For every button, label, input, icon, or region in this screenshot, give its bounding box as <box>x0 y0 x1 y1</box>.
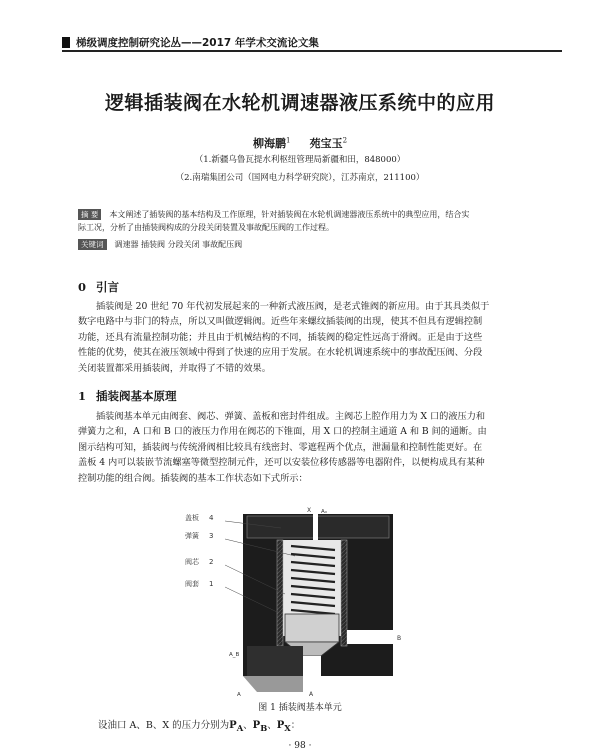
header-rule <box>62 50 562 52</box>
port-ax-label: Aₓ <box>321 509 328 515</box>
formula-prefix: 设油口 A、B、X 的压力分别为 <box>98 720 230 731</box>
pressure-px: $P_X$ <box>276 720 291 733</box>
keywords-text: 调速器 插装阀 分段关闭 事故配压阀 <box>114 240 243 249</box>
lower-chamber <box>247 646 303 676</box>
header-marker <box>62 37 70 48</box>
x-channel <box>313 508 318 540</box>
section-title: 引言 <box>96 280 119 294</box>
section-heading-0 <box>78 279 119 295</box>
label-cover: 盖板 4 <box>185 514 214 522</box>
para-line: 插装阀基本单元由阀套、阀芯、弹簧、盖板和密封件组成。主阀芯上腔作用力为 X 口的液压力和 <box>96 411 486 422</box>
para-line: 功能，还具有流量控制功能；并且由于机械结构的不同，插装阀的稳定性远高于滑阀。正是由于这些 <box>78 331 483 343</box>
port-b-label: B <box>397 635 402 642</box>
a-channel <box>303 656 321 686</box>
label-sleeve: 阀套 1 <box>185 580 214 588</box>
page-number: · 98 · <box>288 741 312 751</box>
author-sup: 1 <box>285 136 291 145</box>
label-spool: 阀芯 2 <box>185 558 214 566</box>
running-header <box>62 36 562 50</box>
pressure-pa: $P_A$ <box>229 720 244 733</box>
cartridge-valve-figure <box>185 506 415 698</box>
keywords <box>78 238 563 251</box>
para-line: 数字电路中与非门的特点，所以又叫做逻辑阀。近些年来螺纹插装阀的出现，使其不但具有逻辑控制 <box>78 316 483 328</box>
valve-sleeve <box>277 540 283 646</box>
port-ab-label: A_B <box>229 652 240 658</box>
para-line: 插装阀是 20 世纪 70 年代初发展起来的一种新式液压阀，是老式锥阀的新应用。由于其具类似于 <box>96 301 490 312</box>
section-heading-1 <box>78 388 177 404</box>
para-line: 盖板 4 内可以装嵌节流螺塞等微型控制元件，还可以安装位移传感器等电器附件，以便构成具有某种 <box>78 457 485 469</box>
port-a-label-left: A <box>237 692 241 698</box>
port-a-label: A <box>309 691 314 698</box>
keywords-label: 关键词 <box>78 239 107 250</box>
abstract-text-2: 际工况，分析了由插装阀构成的分段关闭装置及事故配压阀的工作过程。 <box>78 223 334 232</box>
b-channel <box>347 630 393 644</box>
para-line: 性能的优势，使其在液压领域中得到了快速的应用于发展。在水轮机调速系统中的事故配压阀、分段 <box>78 347 483 359</box>
para-line: 弹簧力之和，A 口和 B 口的液压力作用在阀芯的下锥面，用 X 口的控制主通道 A 和 B 间的通断。由 <box>78 426 487 438</box>
valve-spool <box>285 614 339 642</box>
base-wedge <box>243 676 303 692</box>
section-title: 插装阀基本原理 <box>96 389 177 403</box>
valve-sleeve <box>341 540 347 646</box>
port-x-label: X <box>307 507 312 514</box>
affiliation-2: （2.南瑞集团公司（国网电力科学研究院），江苏南京，211100） <box>175 173 425 183</box>
label-spring: 弹簧 3 <box>185 532 214 540</box>
paper-title: 逻辑插装阀在水轮机调速器液压系统中的应用 <box>104 92 495 114</box>
para-line: 关闭装置都采用插装阀，并取得了不错的效果。 <box>78 362 271 374</box>
abstract <box>78 208 563 234</box>
para-line: 图示结构可知，插装阀与传统滑阀相比较具有线密封、零遮程两个优点，泄漏量和控制性能更好。在 <box>78 441 483 453</box>
pressure-pb: $P_B$ <box>252 720 268 733</box>
author-name: 苑宝玉 <box>309 137 343 150</box>
figure-caption: 图 1 插装阀基本单元 <box>258 703 342 713</box>
author-name: 柳海鹏 <box>252 137 286 150</box>
affiliation-1: （1.新疆乌鲁瓦提水利枢纽管理局新疆和田，848000） <box>194 155 406 165</box>
para-line: 控制功能的组合阀。插装阀的基本工作状态如下式所示： <box>78 472 308 484</box>
abstract-text-1: 本文阐述了插装阀的基本结构及工作原理，针对插装阀在水轮机调速器液压系统中的典型应用，结合实 <box>109 210 470 219</box>
header-text: 梯级调度控制研究论丛——2017 年学术交流论文集 <box>76 37 319 49</box>
author-sup: 2 <box>342 136 348 145</box>
section-1-body <box>78 409 563 486</box>
section-0-body <box>78 299 563 376</box>
section-number: 1 <box>78 389 87 403</box>
authors <box>0 135 600 151</box>
formula-intro: 设油口 A、B、X 的压力分别为$P_A$、$P_B$、$P_X$： <box>98 720 301 733</box>
abstract-label: 摘 要 <box>78 209 101 220</box>
section-number: 0 <box>78 280 87 294</box>
